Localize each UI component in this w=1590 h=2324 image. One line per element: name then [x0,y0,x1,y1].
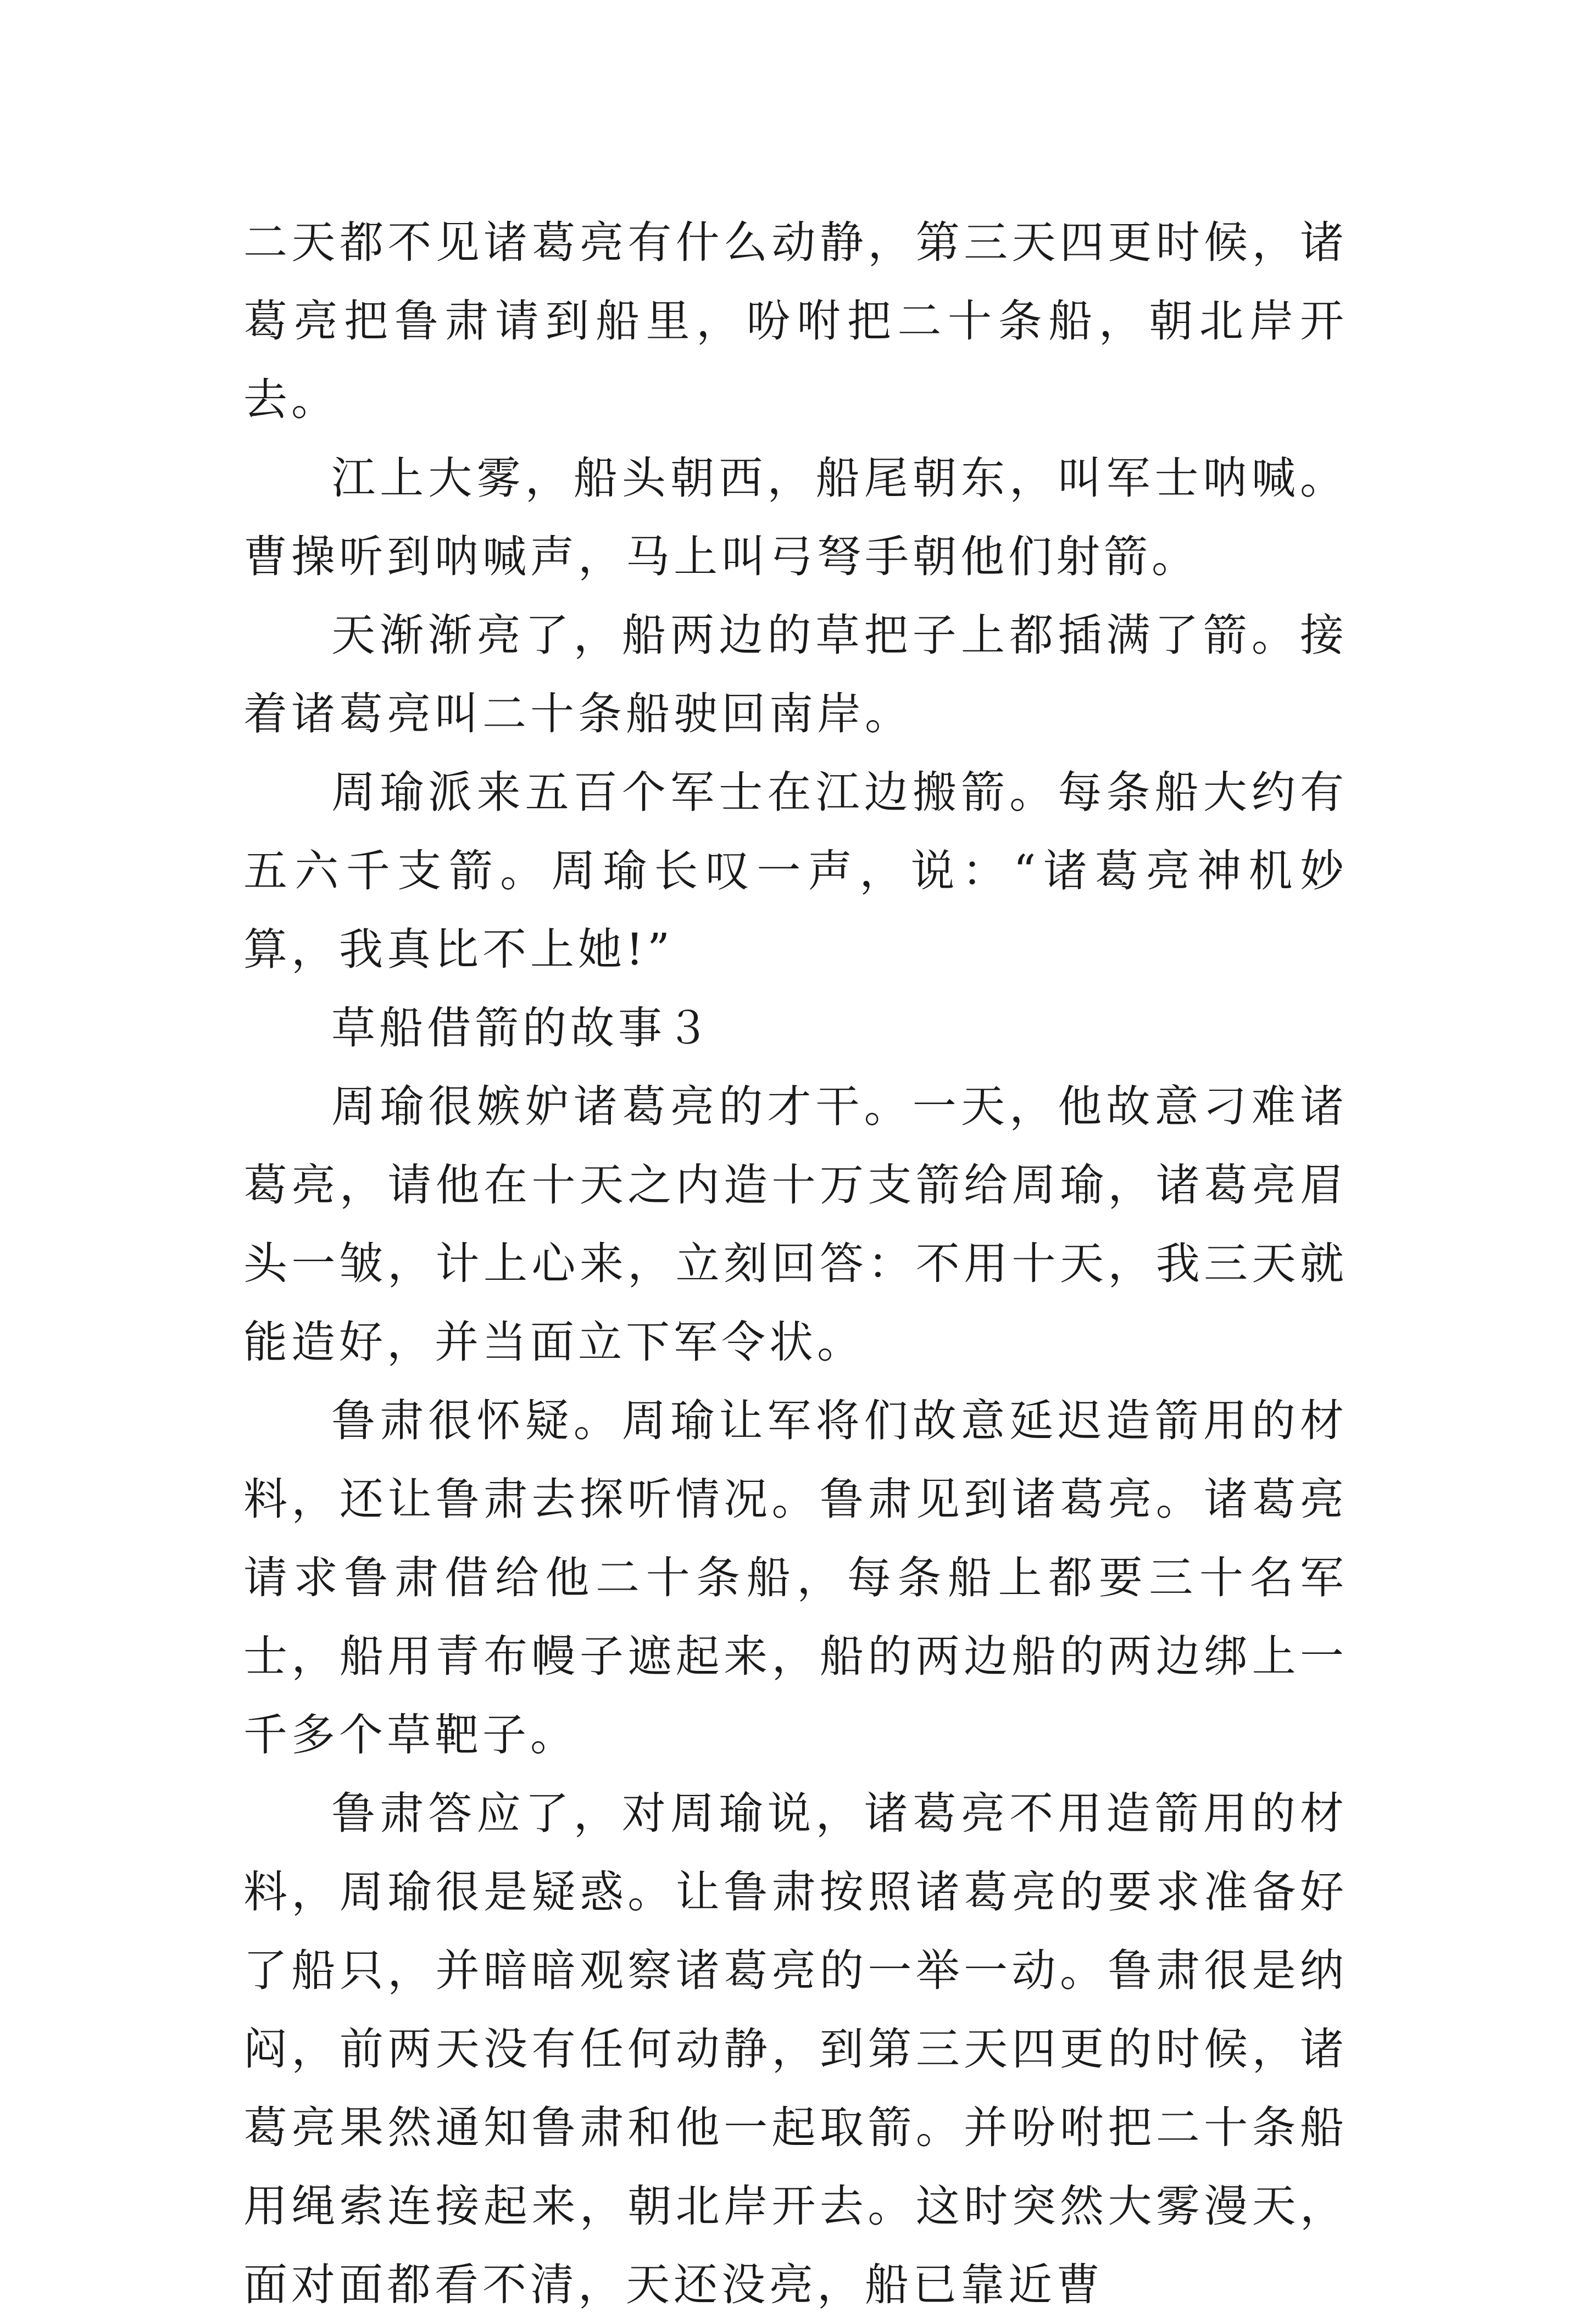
paragraph-7: 鲁肃答应了，对周瑜说，诸葛亮不用造箭用的材料，周瑜很是疑惑。让鲁肃按照诸葛亮的要求准备好了船只，并暗暗观察诸葛亮的一举一动。鲁肃很是纳闷，前两天没有任何动静，到第三天四更的时候，诸葛亮果然通知鲁肃和他一起取箭。并吩咐把二十条船用绳索连接起来，朝北岸开去。这时突然大雾漫天，面对面都看不清，天还没亮，船已靠近曹 [243,1788,1348,2310]
paragraph-5: 周瑜很嫉妒诸葛亮的才干。一天，他故意刁难诸葛亮，请他在十天之内造十万支箭给周瑜，诸葛亮眉头一皱，计上心来，立刻回答：不用十天，我三天就能造好，并当面立下军令状。 [243,1081,1348,1368]
paragraph-6: 鲁肃很怀疑。周瑜让军将们故意延迟造箭用的材料，还让鲁肃去探听情况。鲁肃见到诸葛亮。诸葛亮请求鲁肃借给他二十条船，每条船上都要三十名军士，船用青布幔子遮起来，船的两边船的两边绑上一千多个草靶子。 [243,1395,1348,1760]
paragraph-1: 二天都不见诸葛亮有什么动静，第三天四更时候，诸葛亮把鲁肃请到船里，吩咐把二十条船，朝北岸开去。 [243,217,1348,425]
body-text [243,203,1348,2324]
paragraph-4: 周瑜派来五百个军士在江边搬箭。每条船大约有五六千支箭。周瑜长叹一声，说：“诸葛亮神机妙算，我真比不上她!” [243,767,1348,975]
section-heading: 草船借箭的故事３ [331,1002,714,1054]
paragraph-3: 天渐渐亮了，船两边的草把子上都插满了箭。接着诸葛亮叫二十条船驶回南岸。 [243,610,1348,739]
paragraph-2: 江上大雾，船头朝西，船尾朝东，叫军士呐喊。曹操听到呐喊声，马上叫弓弩手朝他们射箭。 [243,453,1348,582]
